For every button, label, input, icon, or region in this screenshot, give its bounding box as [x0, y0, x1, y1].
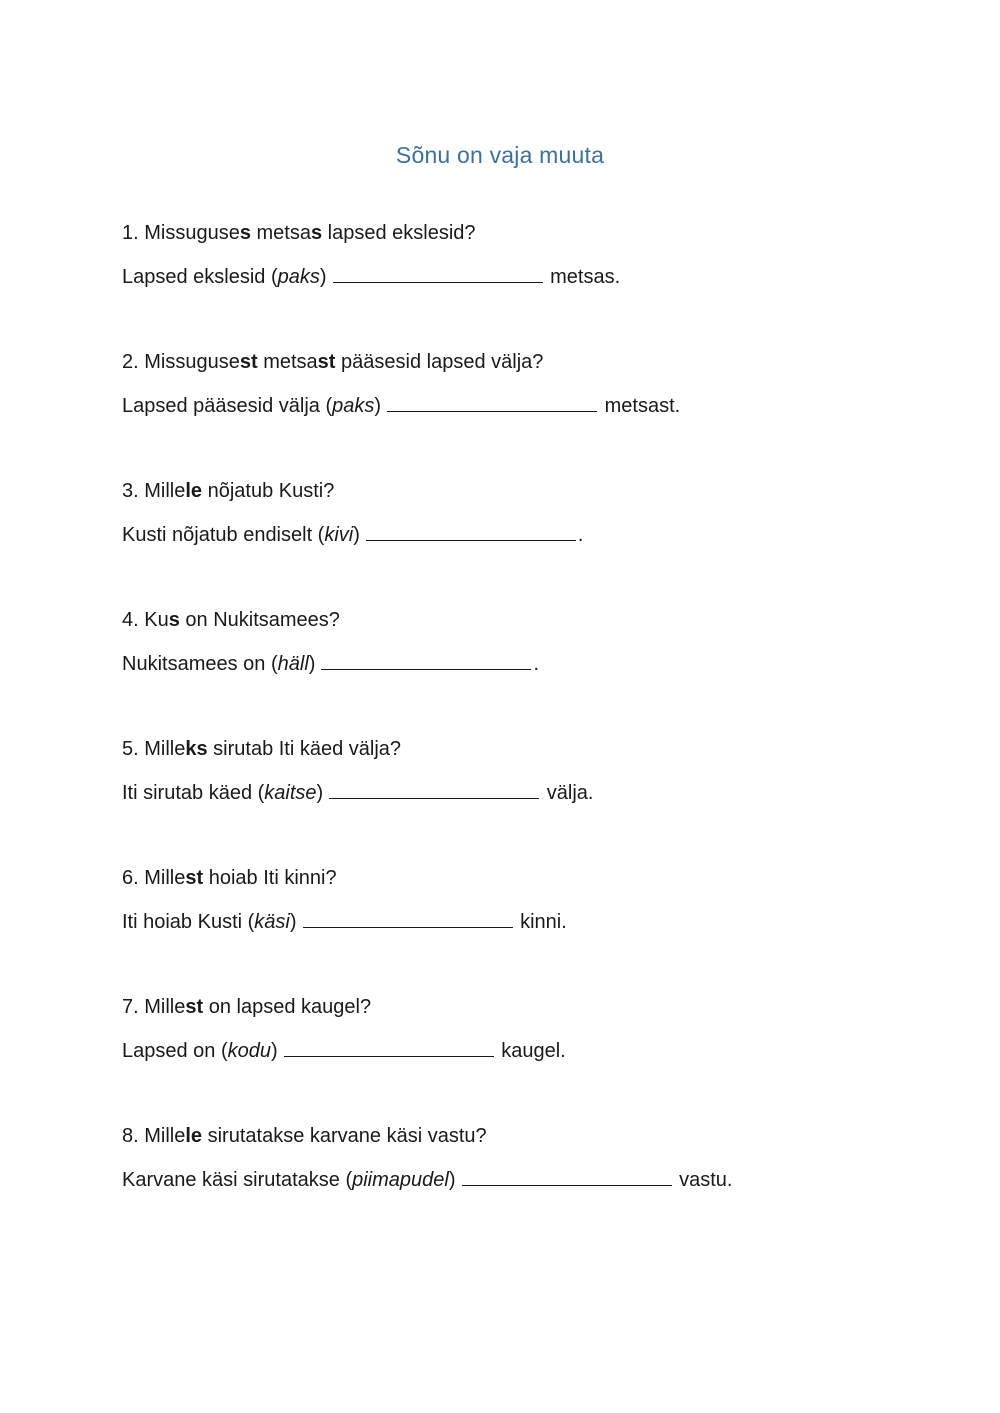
- question-part: 2. Missuguse: [122, 351, 240, 373]
- base-word-hint: kivi: [324, 524, 354, 546]
- answer-part: metsas.: [544, 266, 621, 288]
- base-word-hint: paks: [332, 395, 375, 417]
- exercise-item-7: [122, 994, 922, 1064]
- answer-blank[interactable]: [387, 393, 597, 412]
- answer-blank[interactable]: [321, 651, 531, 670]
- base-word-hint: kaitse: [264, 782, 317, 804]
- exercise-item-4: [122, 607, 922, 677]
- question-ending-highlight: st: [239, 351, 258, 373]
- exercise-item-5: [122, 736, 922, 806]
- answer-blank[interactable]: [303, 909, 513, 928]
- answer-sentence: [122, 909, 922, 935]
- question-text: [122, 478, 922, 504]
- answer-part: ): [374, 395, 382, 417]
- answer-part: metsast.: [599, 395, 681, 417]
- answer-part: .: [577, 524, 584, 546]
- answer-part: Karvane käsi sirutatakse (: [122, 1169, 353, 1191]
- answer-part: Lapsed pääsesid välja (: [122, 395, 333, 417]
- question-text: [122, 220, 922, 246]
- answer-part: Nukitsamees on (: [122, 653, 278, 675]
- answer-part: Lapsed on (: [122, 1040, 228, 1062]
- answer-part: kaugel.: [495, 1040, 566, 1062]
- question-ending-highlight: s: [239, 222, 251, 244]
- answer-part: ): [319, 266, 327, 288]
- answer-part: ): [448, 1169, 456, 1191]
- answer-part: ): [271, 1040, 278, 1062]
- answer-sentence: [122, 780, 922, 806]
- question-part: 8. Mille: [122, 1125, 186, 1147]
- answer-sentence: [122, 651, 922, 677]
- answer-part: kinni.: [514, 911, 567, 933]
- question-text: [122, 1123, 922, 1149]
- question-part: on Nukitsamees?: [179, 609, 340, 631]
- question-part: on lapsed kaugel?: [203, 996, 372, 1018]
- question-part: lapsed ekslesid?: [322, 222, 476, 244]
- answer-sentence: [122, 393, 922, 419]
- question-part: 3. Mille: [122, 480, 186, 502]
- exercise-item-6: [122, 865, 922, 935]
- answer-sentence: [122, 522, 922, 548]
- answer-sentence: [122, 1167, 922, 1193]
- answer-part: Iti hoiab Kusti (: [122, 911, 255, 933]
- question-ending-highlight: le: [185, 1125, 203, 1147]
- question-part: nõjatub Kusti?: [202, 480, 335, 502]
- answer-part: ): [353, 524, 360, 546]
- answer-blank[interactable]: [462, 1167, 672, 1186]
- question-ending-highlight: le: [185, 480, 203, 502]
- question-ending-highlight: s: [168, 609, 180, 631]
- answer-part: ): [308, 653, 316, 675]
- question-part: sirutatakse karvane käsi vastu?: [202, 1125, 487, 1147]
- question-text: [122, 349, 922, 375]
- base-word-hint: häll: [277, 653, 309, 675]
- question-part: 1. Missuguse: [122, 222, 240, 244]
- question-ending-highlight: st: [185, 996, 204, 1018]
- exercise-item-3: [122, 478, 922, 548]
- exercise-item-8: [122, 1123, 922, 1193]
- question-text: [122, 736, 922, 762]
- question-part: 5. Mille: [122, 738, 186, 760]
- question-ending-highlight: ks: [185, 738, 208, 760]
- question-part: pääsesid lapsed välja?: [335, 351, 544, 373]
- question-ending-highlight: st: [317, 351, 336, 373]
- question-part: 7. Mille: [122, 996, 186, 1018]
- base-word-hint: paks: [277, 266, 320, 288]
- question-text: [122, 607, 922, 633]
- worksheet-title: Sõnu on vaja muuta: [395, 142, 605, 168]
- question-text: [122, 994, 922, 1020]
- question-part: hoiab Iti kinni?: [203, 867, 337, 889]
- answer-part: Kusti nõjatub endiselt (: [122, 524, 325, 546]
- answer-blank[interactable]: [333, 264, 543, 283]
- answer-part: välja.: [541, 782, 594, 804]
- question-part: 4. Ku: [122, 609, 169, 631]
- answer-part: Iti sirutab käed (: [122, 782, 265, 804]
- question-part: metsa: [257, 351, 318, 373]
- base-word-hint: piimapudel: [352, 1169, 449, 1191]
- answer-blank[interactable]: [329, 780, 539, 799]
- answer-part: ): [316, 782, 324, 804]
- base-word-hint: kodu: [227, 1040, 272, 1062]
- answer-part: .: [533, 653, 539, 675]
- answer-blank[interactable]: [284, 1038, 494, 1057]
- question-part: 6. Mille: [122, 867, 186, 889]
- question-ending-highlight: s: [311, 222, 323, 244]
- question-part: sirutab Iti käed välja?: [207, 738, 402, 760]
- question-part: metsa: [250, 222, 311, 244]
- answer-blank[interactable]: [366, 522, 576, 541]
- question-text: [122, 865, 922, 891]
- question-ending-highlight: st: [185, 867, 204, 889]
- answer-part: vastu.: [673, 1169, 733, 1191]
- answer-part: Lapsed ekslesid (: [122, 266, 278, 288]
- exercise-item-1: [122, 220, 922, 290]
- answer-sentence: [122, 264, 922, 290]
- base-word-hint: käsi: [254, 911, 290, 933]
- answer-part: ): [289, 911, 297, 933]
- exercise-item-2: [122, 349, 922, 419]
- answer-sentence: [122, 1038, 922, 1064]
